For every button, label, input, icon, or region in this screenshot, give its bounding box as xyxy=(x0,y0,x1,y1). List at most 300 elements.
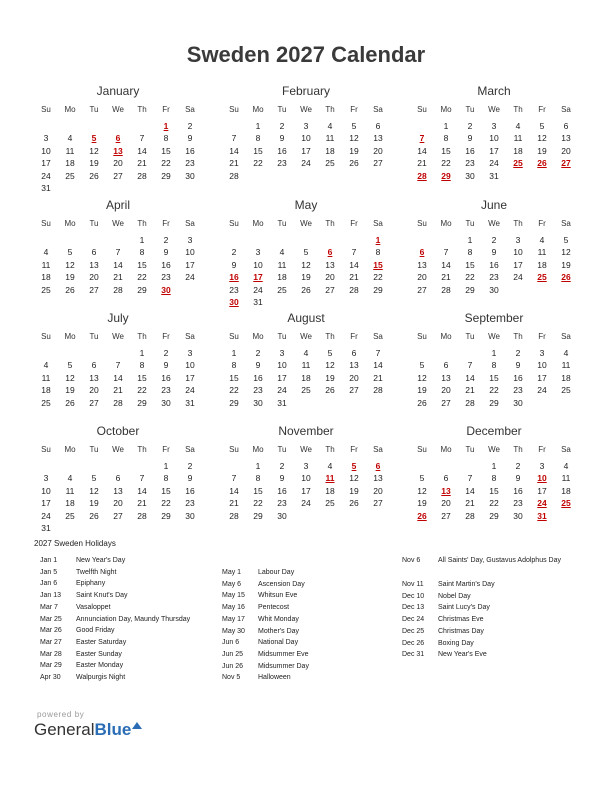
day-cell: 18 xyxy=(301,372,311,383)
holiday-row xyxy=(222,604,412,616)
day-cell: 22 xyxy=(441,158,451,169)
day-cell: 2 xyxy=(515,461,521,471)
day-cell: 3 xyxy=(491,121,497,131)
day-cell: 10 xyxy=(537,360,547,371)
day-cell: 27 xyxy=(373,158,383,169)
weekday-label: We xyxy=(300,332,312,341)
holiday-name: New Year's Eve xyxy=(438,651,487,659)
weekday-label: Mo xyxy=(440,219,452,228)
day-cell: 9 xyxy=(467,133,473,144)
day-cell: 28 xyxy=(465,510,475,521)
day-cell: 20 xyxy=(417,272,427,283)
day-cell: 21 xyxy=(113,385,123,396)
day-cell: 20 xyxy=(441,498,451,509)
holiday-name: Twelfth Night xyxy=(76,568,117,576)
logo-blue-text: Blue xyxy=(94,720,132,739)
day-cell: 1 xyxy=(139,348,145,358)
weekday-label: We xyxy=(300,445,312,454)
holiday-date: May 30 xyxy=(222,627,245,635)
day-cell: 16 xyxy=(185,485,195,496)
day-cell: 3 xyxy=(279,348,285,358)
holiday-name: Easter Monday xyxy=(76,662,124,670)
day-cell: 29 xyxy=(161,170,171,181)
day-cell: 23 xyxy=(161,272,171,283)
weekday-label: Tu xyxy=(89,445,99,454)
holiday-date: Jan 6 xyxy=(40,580,58,588)
holiday-date: Jun 26 xyxy=(222,662,244,670)
day-cell: 12 xyxy=(325,360,335,371)
month-june xyxy=(410,198,578,308)
day-cell: 11 xyxy=(325,133,335,144)
weekday-label: Sa xyxy=(373,332,383,341)
day-cell: 24 xyxy=(537,385,547,396)
holiday-date: Jan 1 xyxy=(40,557,58,564)
day-cell: 16 xyxy=(253,372,263,383)
holiday-day-cell: 16 xyxy=(229,272,239,283)
day-cell: 11 xyxy=(41,372,51,383)
day-cell: 23 xyxy=(185,498,195,509)
weekday-label: Th xyxy=(325,105,335,114)
day-cell: 28 xyxy=(441,284,451,295)
holiday-name: Midsummer Day xyxy=(258,662,309,670)
month-name: September xyxy=(464,311,524,325)
holiday-date: Nov 6 xyxy=(402,557,421,564)
holiday-name: Pentecost xyxy=(258,604,290,612)
day-cell: 17 xyxy=(41,498,51,509)
day-cell: 21 xyxy=(113,272,123,283)
day-cell: 8 xyxy=(139,247,145,258)
weekday-label: Sa xyxy=(561,445,571,454)
weekday-label: Th xyxy=(513,332,523,341)
day-cell: 10 xyxy=(41,145,51,156)
day-cell: 13 xyxy=(89,372,99,383)
weekday-label: Tu xyxy=(277,105,287,114)
holiday-day-cell: 30 xyxy=(161,284,171,295)
holiday-name: Annunciation Day, Maundy Thursday xyxy=(76,615,191,623)
holiday-row xyxy=(40,627,230,639)
month-august xyxy=(222,311,390,421)
day-cell: 15 xyxy=(253,145,263,156)
day-cell: 2 xyxy=(279,121,285,131)
day-cell: 16 xyxy=(513,485,523,496)
day-cell: 19 xyxy=(537,145,547,156)
day-cell: 4 xyxy=(67,133,73,144)
day-cell: 11 xyxy=(41,259,51,270)
day-cell: 18 xyxy=(325,485,335,496)
day-cell: 31 xyxy=(277,397,287,408)
day-cell: 14 xyxy=(229,145,239,156)
day-cell: 23 xyxy=(489,272,499,283)
day-cell: 14 xyxy=(349,259,359,270)
day-cell: 21 xyxy=(229,158,239,169)
day-cell: 22 xyxy=(137,272,147,283)
holiday-row xyxy=(222,639,412,651)
holiday-day-cell: 15 xyxy=(373,259,383,270)
day-cell: 21 xyxy=(373,372,383,383)
day-cell: 8 xyxy=(139,360,145,371)
day-cell: 13 xyxy=(349,360,359,371)
day-cell: 4 xyxy=(67,473,73,484)
holiday-row xyxy=(40,616,230,628)
weekday-label: Su xyxy=(417,445,427,454)
holiday-day-cell: 31 xyxy=(537,510,547,521)
day-cell: 20 xyxy=(113,158,123,169)
holiday-row xyxy=(402,616,592,628)
weekday-label: Mo xyxy=(252,445,264,454)
day-cell: 29 xyxy=(489,510,499,521)
day-cell: 1 xyxy=(231,348,237,358)
day-cell: 20 xyxy=(89,385,99,396)
holiday-row xyxy=(402,581,592,593)
day-cell: 8 xyxy=(255,473,261,484)
weekday-label: We xyxy=(300,219,312,228)
weekday-label: Fr xyxy=(162,219,170,228)
day-cell: 9 xyxy=(515,360,521,371)
day-cell: 22 xyxy=(489,498,499,509)
day-cell: 12 xyxy=(537,133,547,144)
holiday-row xyxy=(222,651,412,663)
weekday-label: Fr xyxy=(350,445,358,454)
weekday-label: Sa xyxy=(373,445,383,454)
day-cell: 31 xyxy=(489,170,499,181)
day-cell: 8 xyxy=(231,360,237,371)
day-cell: 11 xyxy=(65,145,75,156)
weekday-label: Mo xyxy=(64,332,76,341)
weekday-label: Su xyxy=(41,445,51,454)
day-cell: 25 xyxy=(41,284,51,295)
day-cell: 30 xyxy=(185,510,195,521)
holiday-date: Dec 24 xyxy=(402,616,425,624)
weekday-label: Mo xyxy=(252,219,264,228)
holiday-name: New Year's Day xyxy=(76,557,126,564)
day-cell: 13 xyxy=(373,473,383,484)
day-cell: 1 xyxy=(255,461,261,471)
holiday-name: Saint Lucy's Day xyxy=(438,604,490,612)
weekday-label: Mo xyxy=(440,445,452,454)
day-cell: 5 xyxy=(67,360,73,371)
day-cell: 28 xyxy=(373,385,383,396)
day-cell: 18 xyxy=(65,498,75,509)
day-cell: 2 xyxy=(187,121,193,131)
day-cell: 23 xyxy=(185,158,195,169)
day-cell: 1 xyxy=(255,121,261,131)
day-cell: 17 xyxy=(301,145,311,156)
holiday-row xyxy=(222,581,412,593)
holiday-row xyxy=(40,592,230,604)
weekday-label: We xyxy=(488,219,500,228)
day-cell: 18 xyxy=(325,145,335,156)
holiday-day-cell: 1 xyxy=(163,121,169,131)
day-cell: 10 xyxy=(185,247,195,258)
day-cell: 17 xyxy=(513,259,523,270)
day-cell: 4 xyxy=(563,461,569,471)
day-cell: 5 xyxy=(67,247,73,258)
weekday-label: Th xyxy=(513,105,523,114)
weekday-label: Sa xyxy=(561,332,571,341)
weekday-label: We xyxy=(488,332,500,341)
day-cell: 9 xyxy=(255,360,261,371)
month-name: December xyxy=(466,424,522,438)
month-name: August xyxy=(287,311,325,325)
month-name: March xyxy=(477,84,511,98)
holiday-day-cell: 26 xyxy=(417,510,427,521)
holiday-name: Whit Monday xyxy=(258,615,299,623)
day-cell: 24 xyxy=(489,158,499,169)
day-cell: 14 xyxy=(137,145,147,156)
day-cell: 13 xyxy=(417,259,427,270)
day-cell: 6 xyxy=(91,360,97,371)
day-cell: 30 xyxy=(161,397,171,408)
day-cell: 16 xyxy=(513,372,523,383)
day-cell: 29 xyxy=(137,397,147,408)
day-cell: 31 xyxy=(41,183,51,193)
day-cell: 30 xyxy=(465,170,475,181)
weekday-label: Tu xyxy=(277,445,287,454)
holiday-row xyxy=(40,604,230,616)
day-cell: 3 xyxy=(187,235,193,245)
holiday-day-cell: 30 xyxy=(229,297,239,307)
day-cell: 24 xyxy=(277,385,287,396)
weekday-label: Su xyxy=(229,332,239,341)
day-cell: 15 xyxy=(489,485,499,496)
day-cell: 26 xyxy=(89,170,99,181)
day-cell: 27 xyxy=(441,397,451,408)
weekday-label: Mo xyxy=(64,445,76,454)
day-cell: 21 xyxy=(465,385,475,396)
day-cell: 26 xyxy=(349,498,359,509)
day-cell: 21 xyxy=(465,498,475,509)
weekday-label: Mo xyxy=(252,332,264,341)
day-cell: 18 xyxy=(513,145,523,156)
day-cell: 4 xyxy=(327,121,333,131)
day-cell: 10 xyxy=(185,360,195,371)
day-cell: 19 xyxy=(561,259,571,270)
day-cell: 13 xyxy=(441,372,451,383)
day-cell: 26 xyxy=(417,397,427,408)
holiday-day-cell: 24 xyxy=(537,498,547,509)
weekday-label: Mo xyxy=(64,219,76,228)
day-cell: 18 xyxy=(65,158,75,169)
month-name: November xyxy=(278,424,334,438)
holiday-day-cell: 1 xyxy=(375,235,381,245)
day-cell: 9 xyxy=(187,133,193,144)
day-cell: 31 xyxy=(253,297,263,307)
holiday-day-cell: 13 xyxy=(441,485,451,496)
day-cell: 24 xyxy=(301,158,311,169)
day-cell: 19 xyxy=(349,485,359,496)
day-cell: 23 xyxy=(513,385,523,396)
day-cell: 23 xyxy=(513,498,523,509)
holiday-name: National Day xyxy=(258,639,299,647)
day-cell: 20 xyxy=(113,498,123,509)
day-cell: 7 xyxy=(467,473,473,484)
weekday-label: Sa xyxy=(561,219,571,228)
day-cell: 26 xyxy=(65,397,75,408)
holiday-name: Halloween xyxy=(258,674,291,682)
holiday-name: Christmas Eve xyxy=(438,616,484,624)
holiday-date: Dec 10 xyxy=(402,592,425,600)
holiday-date: Mar 7 xyxy=(40,603,58,611)
day-cell: 13 xyxy=(325,259,335,270)
day-cell: 3 xyxy=(539,348,545,358)
day-cell: 2 xyxy=(163,235,169,245)
day-cell: 23 xyxy=(277,498,287,509)
day-cell: 8 xyxy=(443,133,449,144)
weekday-label: Fr xyxy=(162,105,170,114)
day-cell: 3 xyxy=(255,247,261,258)
holiday-date: May 6 xyxy=(222,580,242,588)
day-cell: 6 xyxy=(351,348,357,358)
generalblue-logo[interactable] xyxy=(34,720,142,740)
weekday-label: Th xyxy=(137,332,147,341)
day-cell: 25 xyxy=(277,284,287,295)
day-cell: 7 xyxy=(231,133,237,144)
weekday-label: Tu xyxy=(465,332,475,341)
day-cell: 23 xyxy=(277,158,287,169)
day-cell: 8 xyxy=(255,133,261,144)
holiday-date: May 17 xyxy=(222,615,245,623)
day-cell: 22 xyxy=(137,385,147,396)
day-cell: 13 xyxy=(113,485,123,496)
holiday-row xyxy=(40,580,230,592)
weekday-label: Tu xyxy=(465,445,475,454)
holiday-row xyxy=(40,662,230,674)
holiday-day-cell: 28 xyxy=(417,170,427,181)
month-name: May xyxy=(294,198,318,212)
month-november xyxy=(222,424,390,534)
holiday-row xyxy=(402,593,592,605)
day-cell: 29 xyxy=(465,284,475,295)
holidays-title: 2027 Sweden Holidays xyxy=(34,539,116,548)
day-cell: 21 xyxy=(349,272,359,283)
holiday-name: Saint Martin's Day xyxy=(438,581,495,588)
day-cell: 1 xyxy=(491,461,497,471)
month-october xyxy=(34,424,202,534)
day-cell: 7 xyxy=(115,247,121,258)
month-name: October xyxy=(96,424,140,438)
holiday-day-cell: 25 xyxy=(537,272,547,283)
month-december xyxy=(410,424,578,534)
day-cell: 18 xyxy=(41,272,51,283)
weekday-label: Sa xyxy=(561,105,571,114)
day-cell: 15 xyxy=(137,259,147,270)
day-cell: 25 xyxy=(65,170,75,181)
day-cell: 25 xyxy=(65,510,75,521)
weekday-label: Su xyxy=(417,219,427,228)
day-cell: 4 xyxy=(279,247,285,258)
day-cell: 12 xyxy=(65,259,75,270)
day-cell: 18 xyxy=(277,272,287,283)
day-cell: 12 xyxy=(349,133,359,144)
holiday-date: Jun 25 xyxy=(222,650,244,658)
day-cell: 4 xyxy=(303,348,309,358)
day-cell: 9 xyxy=(515,473,521,484)
day-cell: 5 xyxy=(327,348,333,358)
holiday-day-cell: 26 xyxy=(537,158,547,169)
day-cell: 10 xyxy=(489,133,499,144)
holiday-row xyxy=(402,628,592,640)
holiday-day-cell: 6 xyxy=(419,247,425,258)
holiday-date: Mar 28 xyxy=(40,650,62,658)
holiday-day-cell: 11 xyxy=(325,473,335,484)
powered-by-text: powered by xyxy=(37,710,85,719)
day-cell: 27 xyxy=(113,170,123,181)
day-cell: 6 xyxy=(115,473,121,484)
day-cell: 11 xyxy=(301,360,311,371)
holiday-name: Boxing Day xyxy=(438,639,474,647)
holiday-name: Vasaloppet xyxy=(76,603,111,611)
weekday-label: Th xyxy=(513,445,523,454)
day-cell: 10 xyxy=(253,259,263,270)
holiday-date: Dec 25 xyxy=(402,627,425,635)
day-cell: 30 xyxy=(185,170,195,181)
weekday-label: Su xyxy=(41,219,51,228)
day-cell: 25 xyxy=(301,385,311,396)
weekday-label: Fr xyxy=(350,332,358,341)
page-title: Sweden 2027 Calendar xyxy=(186,42,426,67)
day-cell: 4 xyxy=(515,121,521,131)
day-cell: 15 xyxy=(161,145,171,156)
day-cell: 8 xyxy=(375,247,381,258)
day-cell: 11 xyxy=(561,360,571,371)
day-cell: 7 xyxy=(115,360,121,371)
weekday-label: Th xyxy=(137,445,147,454)
month-name: June xyxy=(480,198,508,212)
day-cell: 10 xyxy=(277,360,287,371)
day-cell: 3 xyxy=(187,348,193,358)
day-cell: 10 xyxy=(301,473,311,484)
day-cell: 1 xyxy=(163,461,169,471)
day-cell: 6 xyxy=(443,360,449,371)
day-cell: 29 xyxy=(229,397,239,408)
day-cell: 21 xyxy=(137,158,147,169)
day-cell: 28 xyxy=(229,510,239,521)
day-cell: 22 xyxy=(229,385,239,396)
day-cell: 5 xyxy=(539,121,545,131)
day-cell: 20 xyxy=(373,145,383,156)
day-cell: 26 xyxy=(349,158,359,169)
holiday-name: All Saints' Day, Gustavus Adolphus Day xyxy=(438,557,561,564)
day-cell: 14 xyxy=(417,145,427,156)
day-cell: 21 xyxy=(441,272,451,283)
day-cell: 4 xyxy=(539,235,545,245)
weekday-label: Mo xyxy=(440,105,452,114)
day-cell: 23 xyxy=(465,158,475,169)
day-cell: 3 xyxy=(303,121,309,131)
day-cell: 19 xyxy=(89,158,99,169)
holiday-row xyxy=(40,651,230,663)
day-cell: 20 xyxy=(349,372,359,383)
day-cell: 23 xyxy=(253,385,263,396)
day-cell: 27 xyxy=(325,284,335,295)
holiday-name: Ascension Day xyxy=(258,580,305,588)
holiday-day-cell: 6 xyxy=(375,461,381,471)
day-cell: 5 xyxy=(303,247,309,258)
holiday-name: Good Friday xyxy=(76,627,115,635)
day-cell: 22 xyxy=(373,272,383,283)
day-cell: 12 xyxy=(561,247,571,258)
weekday-label: We xyxy=(112,219,124,228)
day-cell: 26 xyxy=(89,510,99,521)
day-cell: 22 xyxy=(161,158,171,169)
day-cell: 7 xyxy=(231,473,237,484)
holiday-day-cell: 5 xyxy=(91,133,97,144)
day-cell: 17 xyxy=(537,372,547,383)
day-cell: 9 xyxy=(163,247,169,258)
holiday-date: Mar 26 xyxy=(40,627,62,635)
day-cell: 23 xyxy=(229,284,239,295)
day-cell: 21 xyxy=(137,498,147,509)
